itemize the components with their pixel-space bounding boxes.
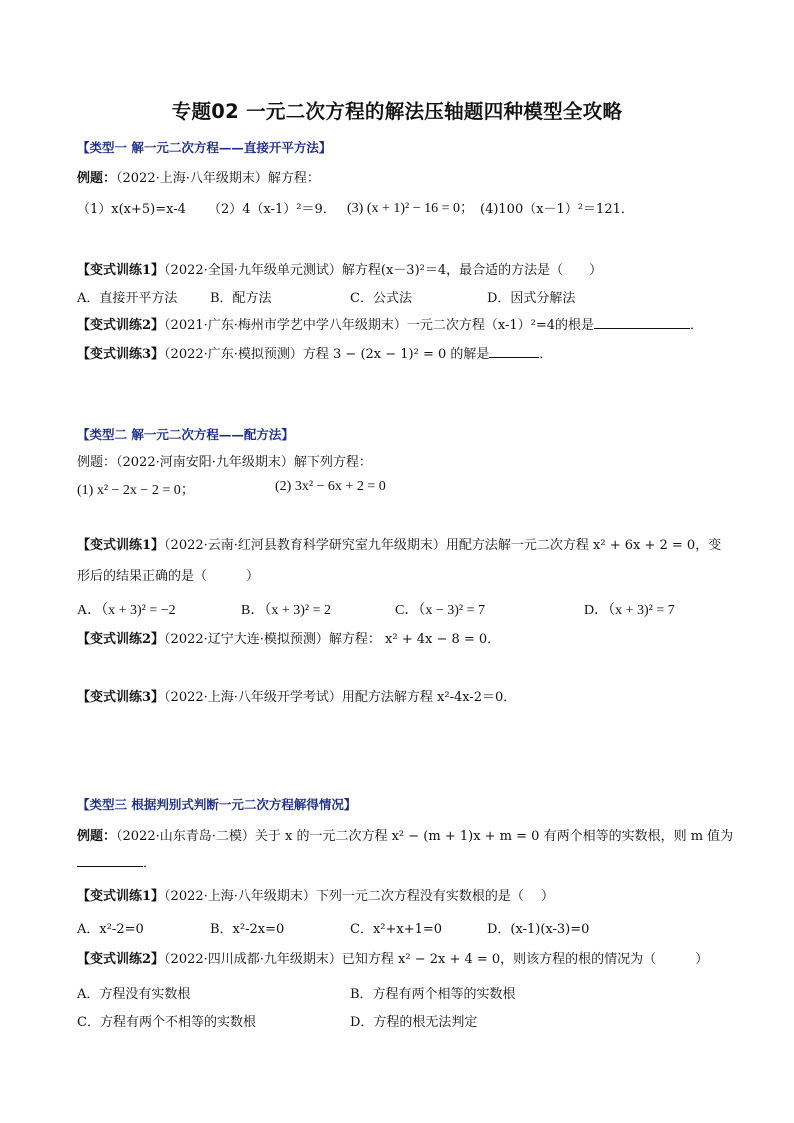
answer-blank[interactable] (489, 345, 539, 358)
type2-example: 例题：（2022·河南安阳·九年级期末）解下列方程： (77, 455, 372, 470)
type1-eq4: (4)100（x－1）²＝121． (480, 202, 634, 217)
type3-variant2 (77, 948, 708, 967)
type2-variant1 (77, 534, 721, 553)
variant-text: （2022·上海·八年级期末）下列一元二次方程没有实数根的是（ ） (164, 889, 555, 904)
variant-end: ． (539, 347, 553, 362)
type3-v1-option-b: B．x²-2x=0 (210, 922, 285, 937)
variant-end: ． (690, 318, 704, 333)
section-header-type3: 【类型三 根据判别式判断一元二次方程解得情况】 (77, 797, 357, 812)
variant-tag: 【变式训练1】 (77, 538, 165, 553)
type1-variant3 (77, 343, 552, 362)
type3-variant1 (77, 885, 554, 904)
example-text: （2022·山东青岛·二模）关于 x 的一元二次方程 x² − (m + 1)x + m = 0 有两个相等的实数根，则 m 值为 (116, 829, 734, 844)
variant-text: （2022·云南·红河县教育科学研究室九年级期末）用配方法解一元二次方程 x² + 6x + 2 = 0，变 (164, 538, 722, 553)
variant-text: （2022·辽宁大连·模拟预测）解方程： x² + 4x − 8 = 0． (164, 632, 501, 647)
example-text: （2022·上海·八年级期末）解方程： (116, 171, 320, 186)
variant-tag: 【变式训练1】 (77, 889, 165, 904)
variant-tag: 【变式训练2】 (77, 318, 165, 333)
answer-blank[interactable] (594, 316, 690, 329)
type3-v1-option-c: C．x²+x+1=0 (350, 922, 443, 937)
example-label: 例题： (77, 171, 117, 186)
type2-variant1-cont: 形后的结果正确的是（ ） (77, 569, 260, 584)
type2-eq1: (1) x² − 2x − 2 = 0； (77, 483, 195, 498)
type1-v1-option-c: C．公式法 (350, 291, 412, 306)
variant-tag: 【变式训练1】 (77, 263, 165, 278)
example-label: 例题： (77, 829, 117, 844)
type2-variant3 (77, 686, 516, 705)
type3-v1-option-d: D．(x-1)(x-3)=0 (487, 922, 590, 937)
type1-eq2: （2）4（x-1）²＝9． (208, 202, 336, 217)
type2-v1-option-c: C．（x − 3)² = 7 (395, 603, 485, 618)
section-header-type1: 【类型一 解一元二次方程——直接开平方法】 (77, 140, 332, 155)
answer-blank[interactable] (77, 854, 143, 867)
variant-text: （2022·四川成都·九年级期末）已知方程 x² − 2x + 4 = 0，则该方程的根的情况为（ ） (164, 952, 709, 967)
type3-v1-option-a: A．x²-2=0 (77, 922, 144, 937)
type2-v1-option-a: A．（x + 3)² = −2 (77, 603, 176, 618)
type3-v2-option-a: A．方程没有实数根 (77, 987, 191, 1002)
type1-v1-option-a: A．直接开平方法 (77, 291, 178, 306)
type3-example (77, 825, 733, 844)
type1-variant1 (77, 259, 602, 278)
type1-example (77, 167, 320, 186)
type1-v1-option-d: D．因式分解法 (487, 291, 576, 306)
section-header-type2: 【类型二 解一元二次方程——配方法】 (77, 427, 294, 442)
type2-v1-option-d: D．（x + 3)² = 7 (584, 603, 675, 618)
variant-tag: 【变式训练2】 (77, 952, 165, 967)
page-title: 专题02 一元二次方程的解法压轴题四种模型全攻略 (171, 100, 623, 123)
type1-variant2 (77, 314, 703, 333)
type3-v2-option-b: B．方程有两个相等的实数根 (350, 987, 516, 1002)
variant-text: （2022·广东·模拟预测）方程 3 − (2x − 1)² = 0 的解是 (164, 347, 490, 362)
example-end: ． (143, 856, 157, 871)
variant-text: （2022·全国·九年级单元测试）解方程(x－3)²＝4，最合适的方法是（ ） (164, 263, 603, 278)
type1-eq1: （1）x(x+5)=x-4 (77, 202, 186, 217)
type1-v1-option-b: B．配方法 (210, 291, 272, 306)
type3-v2-option-c: C．方程有两个不相等的实数根 (77, 1015, 256, 1030)
variant-tag: 【变式训练3】 (77, 347, 165, 362)
variant-text: （2022·上海·八年级开学考试）用配方法解方程 x²-4x-2＝0． (164, 690, 517, 705)
type1-eq3: (3) (x + 1)² − 16 = 0； (347, 201, 475, 216)
type2-eq2: (2) 3x² − 6x + 2 = 0 (275, 479, 386, 494)
type3-example-answer (77, 852, 156, 871)
variant-tag: 【变式训练3】 (77, 690, 165, 705)
variant-tag: 【变式训练2】 (77, 632, 165, 647)
type2-v1-option-b: B．（x + 3)² = 2 (241, 603, 331, 618)
variant-text: （2021·广东·梅州市学艺中学八年级期末）一元二次方程（x-1）²=4的根是 (164, 318, 595, 333)
type3-v2-option-d: D．方程的根无法判定 (350, 1015, 478, 1030)
type2-variant2 (77, 628, 500, 647)
